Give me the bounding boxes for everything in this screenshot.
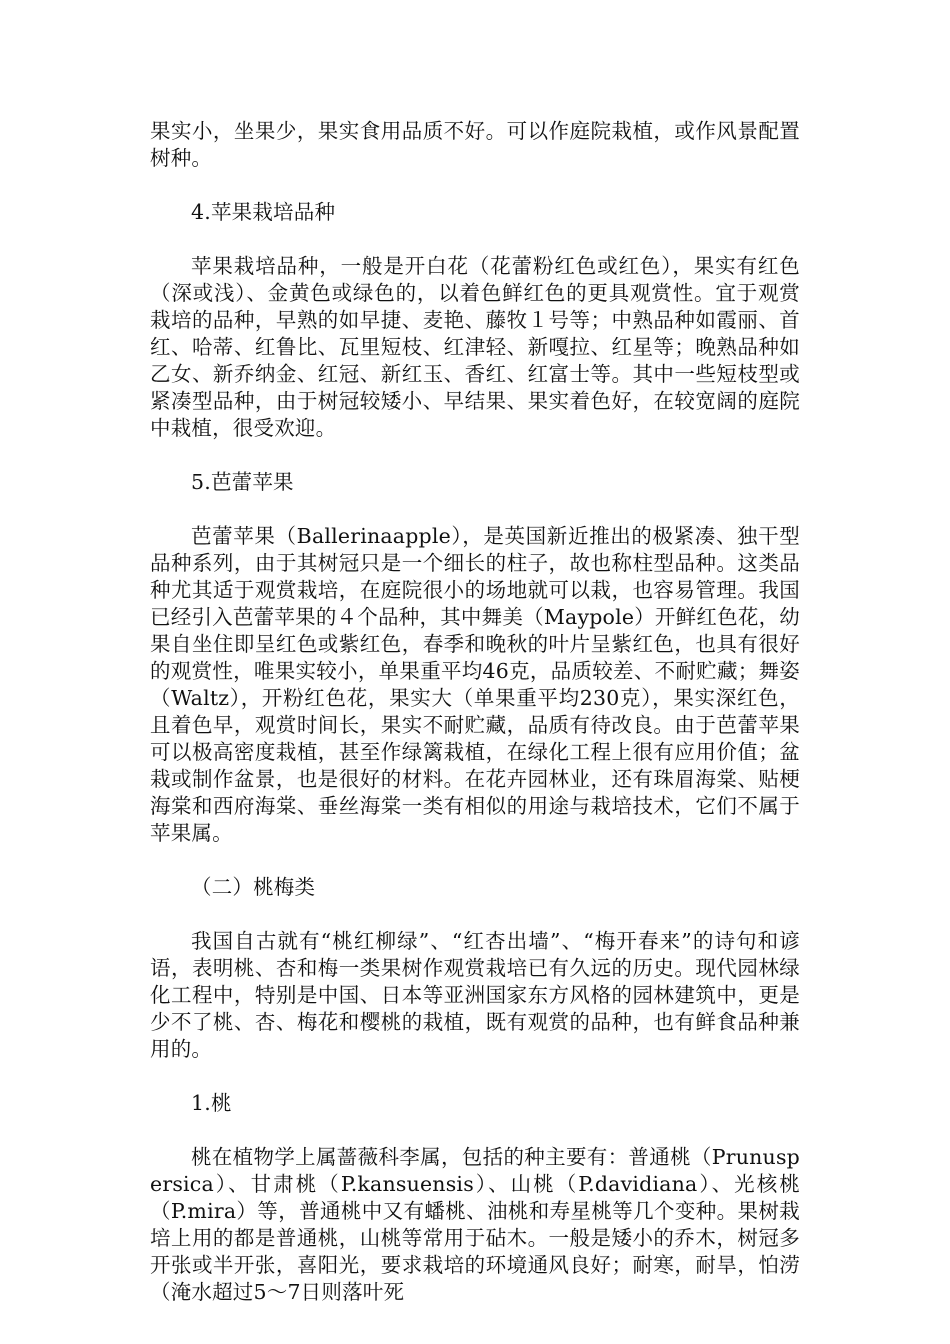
- paragraph-peach-plum: 我国自古就有“桃红柳绿”、“红杏出墙”、“梅开春来”的诗句和谚语，表明桃、杏和梅一类果树作观赏栽培已有久远的历史。现代园林绿化工程中，特别是中国、日本等亚洲国家东方风格的园林建筑中，更是少不了桃、杏、梅花和樱桃的栽植，既有观赏的品种，也有鲜食品种兼用的。: [150, 929, 800, 1061]
- section-heading-apple-varieties: 4.苹果栽培品种: [191, 200, 336, 224]
- section-heading-peach: 1.桃: [191, 1091, 232, 1115]
- paragraph-apple-varieties: 苹果栽培品种，一般是开白花（花蕾粉红色或红色），果实有红色（深或浅）、金黄色或绿色的，以着色鲜红色的更具观赏性。宜于观赏栽培的品种，早熟的如早捷、麦艳、藤牧１号等；中熟品种如霞丽、首红、哈蒂、红鲁比、瓦里短枝、红津轻、新嘎拉、红星等；晚熟品种如乙女、新乔纳金、红冠、新红玉、香红、红富士等。其中一些短枝型或紧凑型品种，由于树冠较矮小、早结果、果实着色好，在较宽阔的庭院中栽植，很受欢迎。: [150, 254, 800, 440]
- paragraph-peach: 桃在植物学上属蔷薇科李属，包括的种主要有：普通桃（Prunuspersica）、甘肃桃（P.kansuensis）、山桃（P.davidiana）、光核桃（P.mira）等，普通桃中又有蟠桃、油桃和寿星桃等几个变种。果树栽培上用的都是普通桃，山桃等常用于砧木。一般是矮小的乔木，树冠多开张或半开张，喜阳光，要求栽培的环境通风良好；耐寒，耐旱，怕涝（淹水超过5～7日则落叶死: [150, 1145, 800, 1304]
- paragraph-intro: 果实小，坐果少，果实食用品质不好。可以作庭院栽植，或作风景配置树种。: [150, 119, 800, 170]
- document-page: [150, 118, 800, 1306]
- section-heading-peach-plum: （二）桃梅类: [191, 875, 316, 899]
- section-heading-ballerina-apple: 5.芭蕾苹果: [191, 470, 294, 494]
- paragraph-ballerina-apple: 芭蕾苹果（Ballerinaapple），是英国新近推出的极紧凑、独干型品种系列，由于其树冠只是一个细长的柱子，故也称柱型品种。这类品种尤其适于观赏栽培，在庭院很小的场地就可以栽，也容易管理。我国已经引入芭蕾苹果的４个品种，其中舞美（Maypole）开鲜红色花，幼果自坐住即呈红色或紫红色，春季和晚秋的叶片呈紫红色，也具有很好的观赏性，唯果实较小，单果重平均46克，品质较差、不耐贮藏；舞姿（Waltz），开粉红色花，果实大（单果重平均230克），果实深红色，且着色早，观赏时间长，果实不耐贮藏，品质有待改良。由于芭蕾苹果可以极高密度栽植，甚至作绿篱栽植，在绿化工程上很有应用价值；盆栽或制作盆景，也是很好的材料。在花卉园林业，还有珠眉海棠、贴梗海棠和西府海棠、垂丝海棠一类有相似的用途与栽培技术，它们不属于苹果属。: [150, 524, 800, 845]
